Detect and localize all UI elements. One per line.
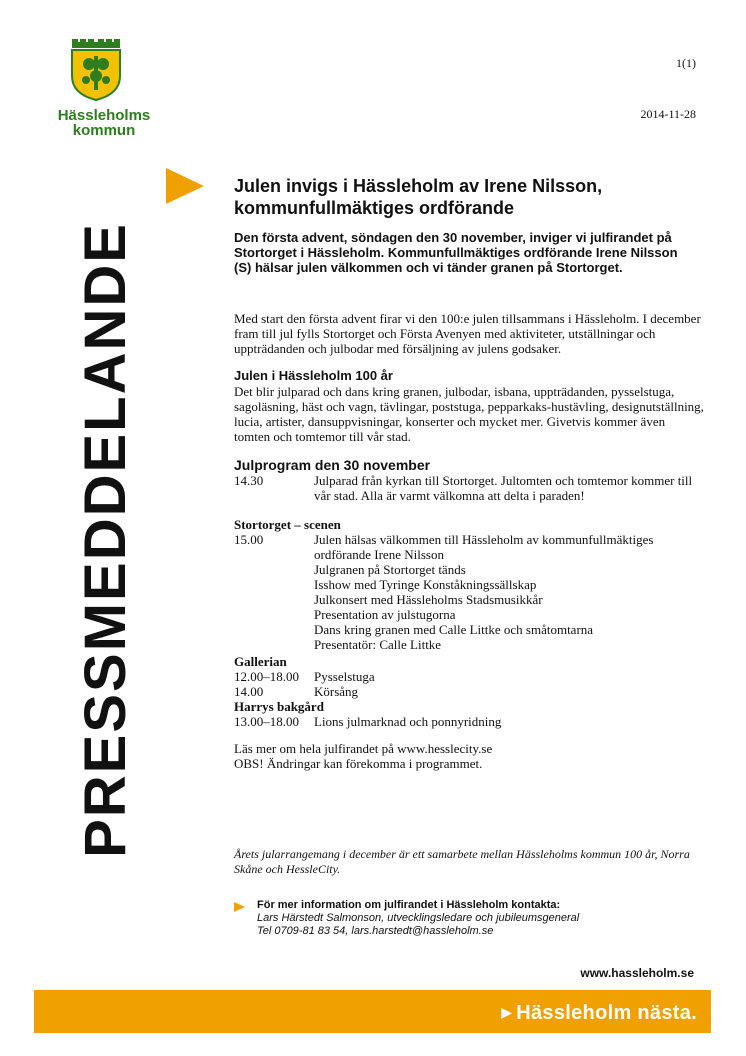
press-release-label-text: PRESSMEDDELANDE xyxy=(73,222,138,858)
coat-of-arms-logo xyxy=(69,36,123,102)
municipality-name-line1: Hässleholms xyxy=(57,107,151,124)
program-event: Julparad från kyrkan till Stortorget. Jultomten och tomtemor kommer till vår stad. Alla är varmt välkomna att delta i paraden! xyxy=(314,473,693,503)
program-time: 15.00 xyxy=(234,532,264,547)
contact-details: Tel 0709-81 83 54, lars.harstedt@hassleholm.se xyxy=(257,925,494,937)
contact-block xyxy=(257,899,697,938)
contact-marker-icon xyxy=(234,902,245,912)
more-info-text: Läs mer om hela julfirandet på www.hesslecity.se xyxy=(234,741,493,756)
page-number: 1(1) xyxy=(676,56,696,70)
municipality-name-line2: kommun xyxy=(72,122,136,139)
article-title: Julen invigs i Hässleholm av Irene Nilsson, kommunfullmäktiges ordförande xyxy=(234,176,603,218)
gallerian-heading: Gallerian xyxy=(234,654,287,669)
list-item: Julen hälsas välkommen till Hässleholm av kommunfullmäktiges ordförande Irene Nilsson xyxy=(314,532,654,562)
section-heading-julen-100: Julen i Hässleholm 100 år xyxy=(234,368,393,383)
footer-slogan-text: Hässleholm nästa. xyxy=(516,1002,697,1024)
program-row-gallerian xyxy=(234,669,704,684)
stortorget-items xyxy=(314,532,704,652)
press-release-label xyxy=(50,215,162,865)
stortorget-heading: Stortorget – scenen xyxy=(234,517,341,532)
intro-paragraph: Med start den första advent firar vi den 100:e julen tillsammans i Hässleholm. I december fram till jul fylls Stortorget och Första Avenyen med aktiviteter, utställningar och uppträdanden och julbodar med försäljning av julens godsaker. xyxy=(234,311,701,356)
list-item: Julkonsert med Hässleholms Stadsmusikkår xyxy=(314,592,543,607)
program-event: Körsång xyxy=(314,684,359,699)
list-item: Presentation av julstugorna xyxy=(314,607,456,622)
harrys-heading: Harrys bakgård xyxy=(234,699,324,714)
list-item: Dans kring granen med Calle Littke och småtomtarna xyxy=(314,622,594,637)
program-time: 14.00 xyxy=(234,684,264,699)
program-event: Lions julmarknad och ponnyridning xyxy=(314,714,502,729)
program-row-parade xyxy=(234,473,704,503)
program-time: 12.00–18.00 xyxy=(234,669,299,684)
changes-notice: OBS! Ändringar kan förekomma i programmet. xyxy=(234,756,483,771)
program-time: 13.00–18.00 xyxy=(234,714,299,729)
website-link[interactable]: www.hassleholm.se xyxy=(580,966,694,980)
footer-slogan xyxy=(501,1000,697,1025)
program-time: 14.30 xyxy=(234,473,264,488)
section-heading-julprogram: Julprogram den 30 november xyxy=(234,457,431,473)
program-row-gallerian xyxy=(234,684,704,699)
footer-banner xyxy=(34,990,711,1033)
municipality-name xyxy=(56,108,152,138)
list-item: Julgranen på Stortorget tänds xyxy=(314,562,466,577)
list-item: Presentatör: Calle Littke xyxy=(314,637,442,652)
contact-person: Lars Härstedt Salmonson, utvecklingsledare och jubileumsgeneral xyxy=(257,912,580,924)
program-row-stortorget xyxy=(234,532,704,652)
section-text-julen-100: Det blir julparad och dans kring granen, julbodar, isbana, uppträdanden, pysselstuga, sagoläsning, häst och vagn, tävlingar, poststuga, pepparkaks-hustävling, designutställning, lucia, artister, dansuppvisningar, konserter och mycket mer. Givetvis kommer även tomten och tomtemor till vår stad. xyxy=(234,384,704,444)
program-event: Pysselstuga xyxy=(314,669,375,684)
document-date: 2014-11-28 xyxy=(640,107,696,121)
contact-heading: För mer information om julfirandet i Hässleholm kontakta: xyxy=(257,899,561,911)
section-marker-icon xyxy=(166,168,204,204)
article-body xyxy=(234,311,704,771)
program-row-harrys xyxy=(234,714,704,729)
article-lead: Den första advent, söndagen den 30 november, inviger vi julfirandet på Stortorget i Hässleholm. Kommunfullmäktiges ordförande Irene Nilsson (S) hälsar julen välkommen och vi tänder granen på Stortorget. xyxy=(234,230,678,275)
play-triangle-icon: ▶ xyxy=(501,1004,513,1020)
list-item: Isshow med Tyringe Konståkningssällskap xyxy=(314,577,537,592)
collaboration-note: Årets jularrangemang i december är ett samarbete mellan Hässleholms kommun 100 år, Norra Skåne och HessleCity. xyxy=(234,847,690,876)
